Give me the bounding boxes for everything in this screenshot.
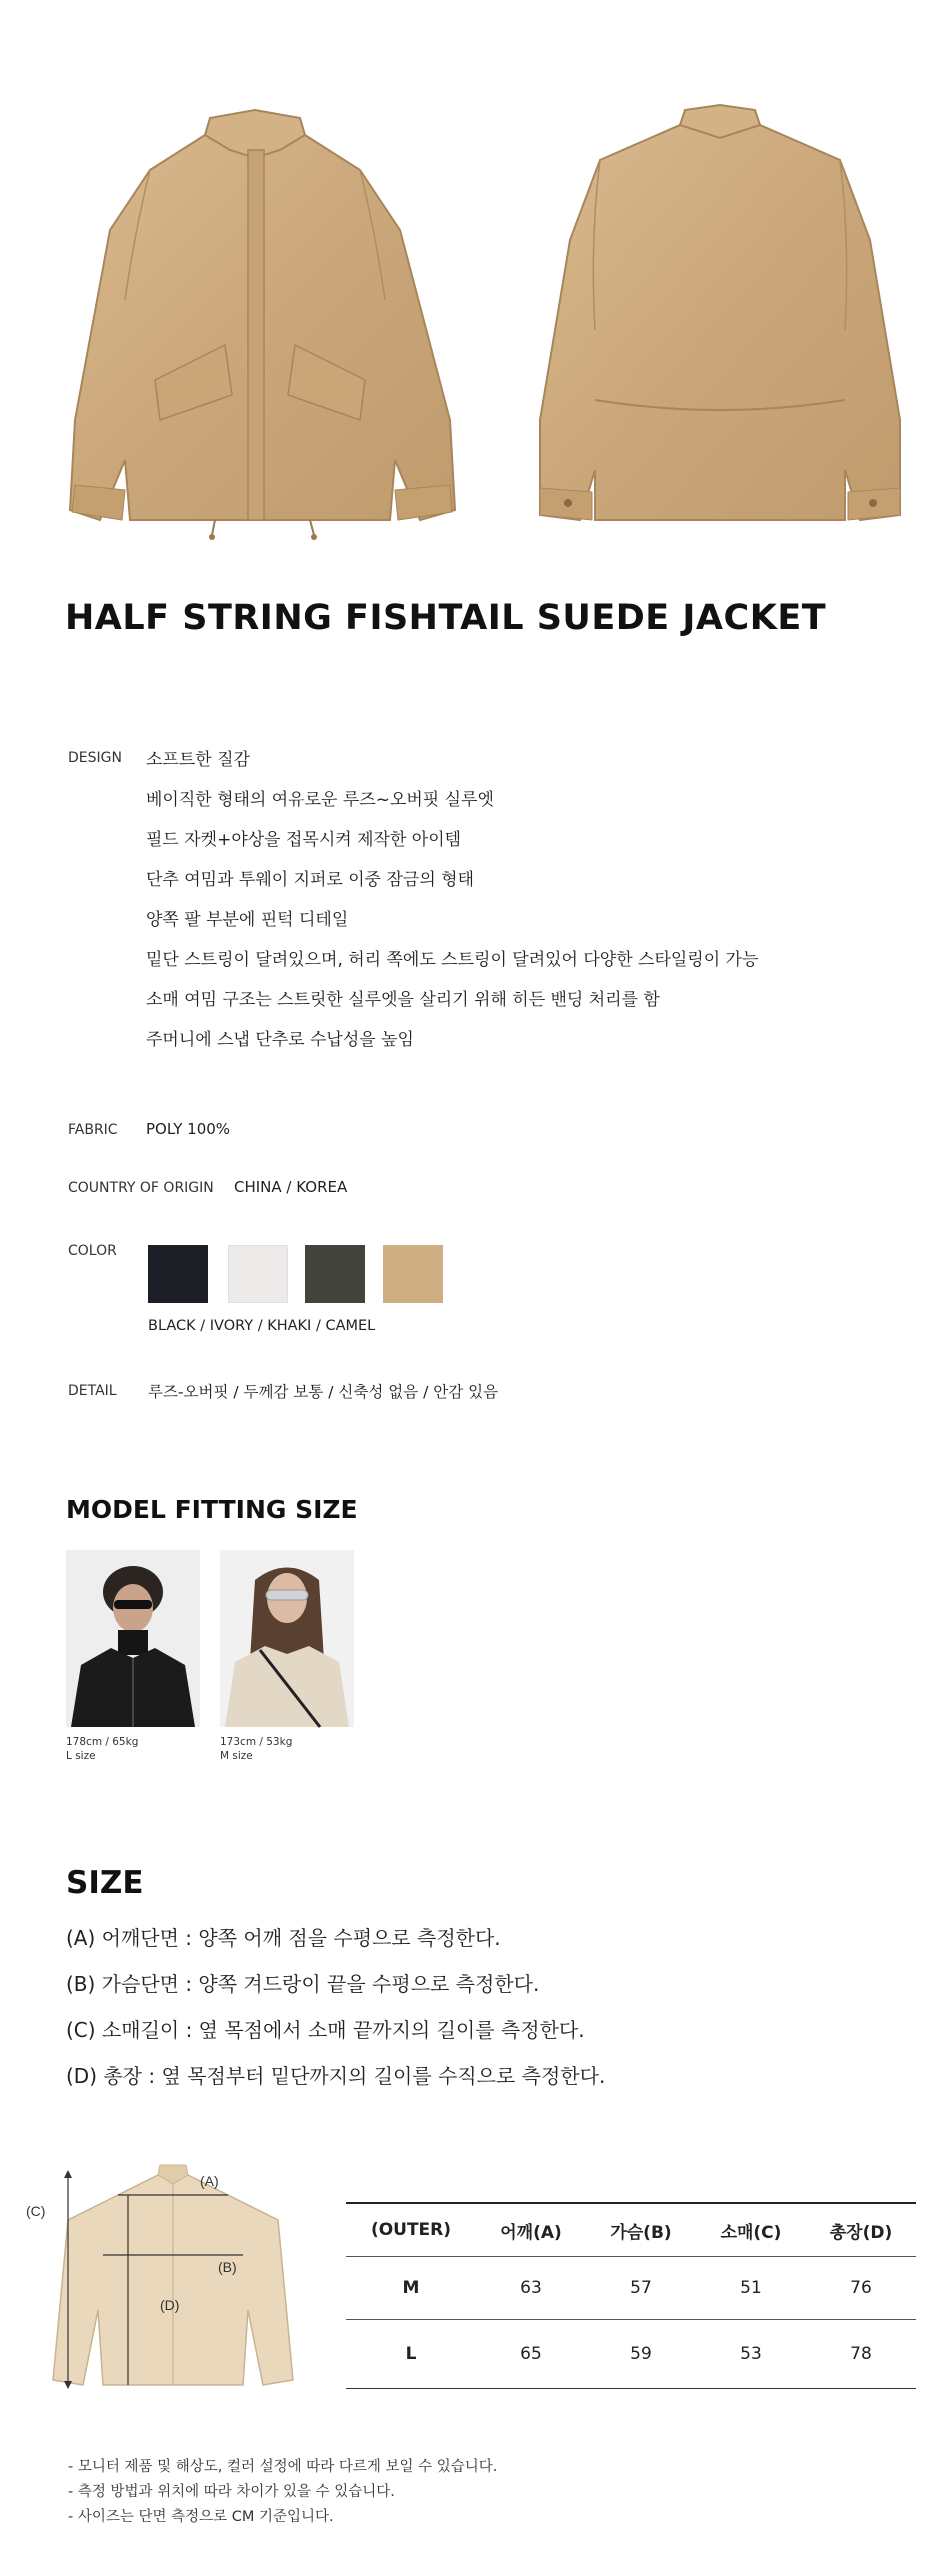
size-cell: M xyxy=(402,2278,420,2298)
color-label: COLOR xyxy=(68,1243,117,1259)
detail-value: 루즈-오버핏 / 두께감 보통 / 신축성 없음 / 안감 있음 xyxy=(148,1383,499,1401)
size-cell: 57 xyxy=(630,2278,652,2298)
model-photo-female xyxy=(220,1550,354,1727)
jacket-back-image xyxy=(540,105,900,520)
size-cell: 51 xyxy=(740,2278,762,2298)
design-line: 필드 자켓+야상을 접목시켜 제작한 아이템 xyxy=(146,830,462,850)
model-fitting-title: MODEL FITTING SIZE xyxy=(66,1495,358,1524)
size-cell: 78 xyxy=(850,2344,872,2364)
size-measurement-diagram xyxy=(28,2160,328,2400)
design-label: DESIGN xyxy=(68,750,122,766)
color-swatch-black xyxy=(148,1245,208,1303)
color-swatch-ivory xyxy=(228,1245,288,1303)
size-cell: 65 xyxy=(520,2344,542,2364)
table-row xyxy=(346,2320,916,2388)
design-line: 소매 여밈 구조는 스트릿한 실루엣을 살리기 위해 히든 밴딩 처리를 함 xyxy=(146,990,660,1010)
size-guide-c: (C) 소매길이 : 옆 목점에서 소매 끝까지의 길이를 측정한다. xyxy=(66,2018,585,2042)
color-swatch-khaki xyxy=(305,1245,365,1303)
fabric-label: FABRIC xyxy=(68,1122,118,1138)
size-guide-b: (B) 가슴단면 : 양쪽 겨드랑이 끝을 수평으로 측정한다. xyxy=(66,1972,540,1996)
origin-value: CHINA / KOREA xyxy=(234,1178,348,1196)
jacket-front-back-illustration xyxy=(0,0,950,560)
size-title: SIZE xyxy=(66,1865,144,1901)
model-caption-female: 173cm / 53kg M size xyxy=(220,1736,293,1762)
note-line: - 측정 방법과 위치에 따라 차이가 있을 수 있습니다. xyxy=(68,2484,395,2500)
size-cell: 59 xyxy=(630,2344,652,2364)
origin-label: COUNTRY OF ORIGIN xyxy=(68,1180,214,1196)
label-d: (D) xyxy=(160,2297,180,2313)
design-line: 단추 여밈과 투웨이 지퍼로 이중 잠금의 형태 xyxy=(146,870,475,890)
design-line: 베이직한 형태의 여유로운 루즈~오버핏 실루엣 xyxy=(146,790,494,810)
fabric-value: POLY 100% xyxy=(146,1120,231,1138)
size-guide-d: (D) 총장 : 옆 목점부터 밑단까지의 길이를 수직으로 측정한다. xyxy=(66,2064,606,2088)
model-photo-male xyxy=(66,1550,200,1727)
header-cell: 총장(D) xyxy=(829,2222,893,2243)
design-line: 소프트한 질감 xyxy=(146,750,250,770)
color-names: BLACK / IVORY / KHAKI / CAMEL xyxy=(148,1318,376,1334)
detail-label: DETAIL xyxy=(68,1383,117,1399)
size-cell: L xyxy=(405,2344,417,2364)
note-line: - 모니터 제품 및 해상도, 컬러 설정에 따라 다르게 보일 수 있습니다. xyxy=(68,2459,498,2475)
design-line: 주머니에 스냅 단추로 수납성을 높임 xyxy=(146,1030,414,1050)
jacket-front-image xyxy=(70,110,455,540)
product-title: HALF STRING FISHTAIL SUEDE JACKET xyxy=(65,598,827,638)
design-line: 양쪽 팔 부분에 핀턱 디테일 xyxy=(146,910,349,930)
color-swatch-camel xyxy=(383,1245,443,1303)
size-cell: 76 xyxy=(850,2278,872,2298)
label-a: (A) xyxy=(200,2173,219,2189)
note-line: - 사이즈는 단면 측정으로 CM 기준입니다. xyxy=(68,2509,334,2525)
size-guide-a: (A) 어깨단면 : 양쪽 어깨 점을 수평으로 측정한다. xyxy=(66,1926,501,1950)
size-cell: 53 xyxy=(740,2344,762,2364)
size-table-header xyxy=(346,2204,916,2256)
product-images xyxy=(0,0,950,560)
size-notes xyxy=(68,2455,497,2530)
label-b: (B) xyxy=(218,2259,237,2275)
label-c: (C) xyxy=(26,2203,46,2219)
model-caption-male: 178cm / 65kg L size xyxy=(66,1736,139,1762)
header-cell: 가슴(B) xyxy=(610,2222,672,2243)
header-cell: (OUTER) xyxy=(370,2220,452,2240)
design-line: 밑단 스트링이 달려있으며, 허리 쪽에도 스트링이 달려있어 다양한 스타일링이 가능 xyxy=(146,950,759,970)
size-cell: 63 xyxy=(520,2278,542,2298)
header-cell: 소매(C) xyxy=(720,2222,782,2243)
header-cell: 어깨(A) xyxy=(500,2222,562,2243)
table-row xyxy=(346,2257,916,2319)
